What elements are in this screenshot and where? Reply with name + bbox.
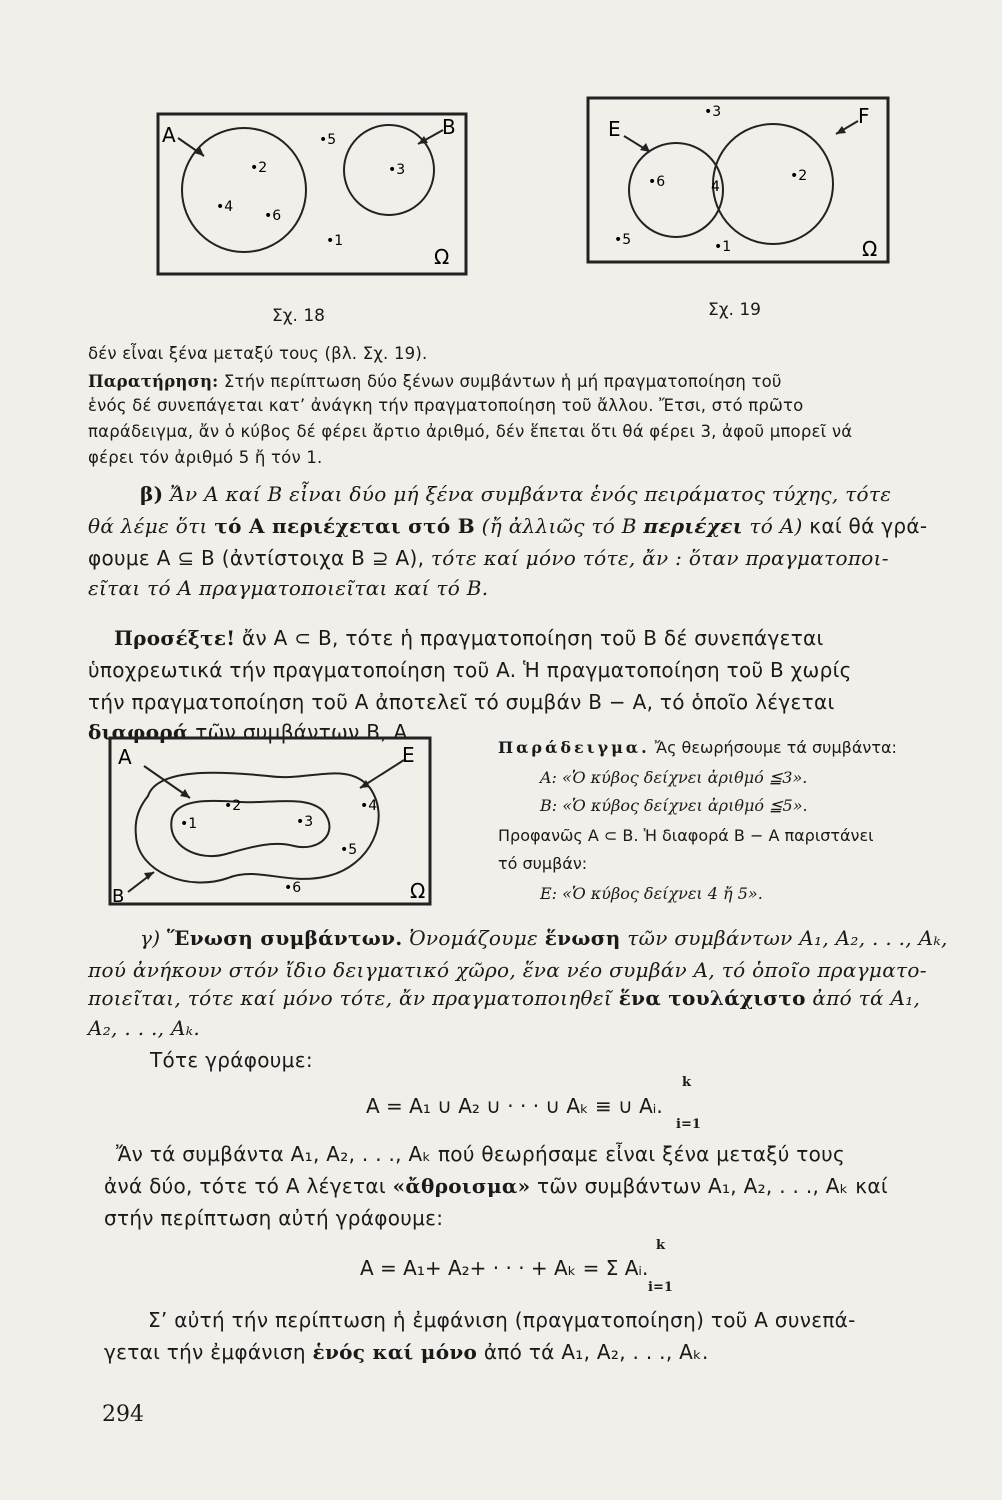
fig18-point: •4 bbox=[216, 199, 234, 215]
text-line bbox=[88, 986, 920, 1010]
fig18-point: •6 bbox=[264, 208, 282, 224]
example-line: τό συμβάν: bbox=[498, 854, 588, 873]
fig18-point: •1 bbox=[326, 233, 344, 249]
fig19-point: •3 bbox=[704, 104, 722, 120]
section-marker: β) bbox=[140, 482, 164, 506]
term-sum: «ἄθροισμα» bbox=[392, 1174, 531, 1198]
fig18-point: •2 bbox=[250, 160, 268, 176]
fig19-label-e: E bbox=[608, 117, 621, 141]
section-marker: γ) bbox=[140, 926, 168, 950]
fig20-point: •5 bbox=[340, 842, 358, 858]
text-span: (ἤ ἀλλιῶς τό B bbox=[475, 514, 644, 538]
fig20-label-e: E bbox=[402, 743, 415, 767]
text-span: Ἄν A καί B εἶναι δύο μή ξένα συμβάντα ἑνός πειράματος τύχης, τότε bbox=[163, 482, 892, 506]
fig18-label-omega: Ω bbox=[434, 245, 450, 269]
term-contained: τό A περιέχεται στό B bbox=[214, 514, 475, 538]
text-line: A₂, . . ., Aₖ. bbox=[88, 1016, 200, 1040]
fig19-point: 4 bbox=[711, 179, 720, 195]
example-line: A: «Ὁ κύβος δείχνει ἀριθμό ≦3». bbox=[540, 768, 808, 787]
union-upper-limit: k bbox=[682, 1075, 692, 1090]
fig18-point: •5 bbox=[319, 132, 337, 148]
text-line bbox=[140, 926, 948, 950]
example-line bbox=[498, 738, 897, 757]
fig20-point: •4 bbox=[360, 798, 378, 814]
union-formula: A = A₁ ∪ A₂ ∪ · · · ∪ Aₖ ≡ ∪ Aᵢ. bbox=[366, 1094, 663, 1118]
fig18-point: •3 bbox=[388, 162, 406, 178]
figure-subset-diagram bbox=[108, 736, 432, 906]
text-line: φέρει τόν ἀριθμό 5 ἤ τόν 1. bbox=[88, 448, 323, 467]
text-span: τό A) bbox=[742, 514, 803, 538]
text-line: παράδειγμα, ἄν ὁ κύβος δέ φέρει ἄρτιο ἀριθμό, δέν ἕπεται ὅτι θά φέρει 3, ἀφοῦ μπορεῖ νά bbox=[88, 422, 853, 441]
text-line: ὑποχρεωτικά τήν πραγματοποίηση τοῦ A. Ἡ πραγματοποίηση τοῦ B χωρίς bbox=[88, 658, 852, 682]
text-span: ἀνά δύο, τότε τό A λέγεται bbox=[104, 1174, 393, 1198]
text-span: Ὀνομάζουμε bbox=[402, 926, 545, 950]
fig20-label-b: B bbox=[112, 886, 125, 906]
union-lower-limit: i=1 bbox=[676, 1117, 701, 1132]
fig20-point: •2 bbox=[224, 798, 242, 814]
figure-18-venn-diagram bbox=[156, 112, 468, 276]
fig19-label-omega: Ω bbox=[862, 237, 878, 261]
remark-heading: Παρατήρηση: bbox=[88, 372, 219, 391]
fig20-point: •3 bbox=[296, 814, 314, 830]
sum-formula: A = A₁+ A₂+ · · · + Aₖ = Σ Aᵢ. bbox=[360, 1256, 649, 1280]
text-line bbox=[104, 1174, 888, 1198]
fig18-label-a: A bbox=[162, 123, 176, 147]
fig19-point: •2 bbox=[790, 168, 808, 184]
text-span: τῶν συμβάντων B, A. bbox=[188, 720, 414, 744]
attention-heading: Προσέξτε! bbox=[114, 626, 236, 650]
term-contains: περιέχει bbox=[643, 514, 743, 538]
fig18-label-b: B bbox=[442, 115, 456, 139]
sum-upper-limit: k bbox=[656, 1238, 666, 1253]
example-line: B: «Ὁ κύβος δείχνει ἀριθμό ≦5». bbox=[540, 796, 808, 815]
text-line bbox=[88, 514, 927, 538]
text-line bbox=[140, 482, 891, 506]
fig19-label-f: F bbox=[858, 104, 870, 128]
text-span: ἀπό τά A₁, bbox=[805, 986, 921, 1010]
text-line: Ἄν τά συμβάντα A₁, A₂, . . ., Aₖ πού θεωρήσαμε εἶναι ξένα μεταξύ τους bbox=[116, 1142, 846, 1166]
example-heading: Παράδειγμα. bbox=[498, 738, 650, 757]
text-line: εῖται τό A πραγματοποιεῖται καί τό B. bbox=[88, 576, 489, 600]
text-line: στήν περίπτωση αὐτή γράφουμε: bbox=[104, 1206, 444, 1230]
text-span: ποιεῖται, τότε καί μόνο τότε, ἄν πραγματοποιηθεῖ bbox=[88, 986, 619, 1010]
term-union: ἕνωση bbox=[544, 926, 621, 950]
text-line bbox=[88, 372, 782, 391]
term-at-least-one: ἕνα τουλάχιστο bbox=[618, 986, 806, 1010]
text-line bbox=[88, 546, 889, 570]
text-line: τήν πραγματοποίηση τοῦ A ἀποτελεῖ τό συμβάν B − A, τό ὁποῖο λέγεται bbox=[88, 690, 835, 714]
text-span: θά λέμε ὅτι bbox=[88, 514, 215, 538]
text-line: Σ’ αὐτή τήν περίπτωση ἡ ἐμφάνιση (πραγματοποίηση) τοῦ A συνεπά- bbox=[148, 1308, 856, 1332]
example-line: Προφανῶς A ⊂ B. Ἡ διαφορά B − A παριστάνει bbox=[498, 826, 874, 845]
text-span: ἄν A ⊂ B, τότε ἡ πραγματοποίηση τοῦ B δέ συνεπάγεται bbox=[235, 626, 824, 650]
union-heading: Ἕνωση συμβάντων. bbox=[167, 926, 403, 950]
figure-19-caption: Σχ. 19 bbox=[708, 300, 762, 320]
fig19-point: •1 bbox=[714, 239, 732, 255]
text-span: Στήν περίπτωση δύο ξένων συμβάντων ἡ μή πραγματοποίηση τοῦ bbox=[218, 372, 782, 391]
sum-lower-limit: i=1 bbox=[648, 1280, 673, 1295]
text-line: ἑνός δέ συνεπάγεται κατ’ ἀνάγκη τήν πραγματοποίηση τοῦ ἄλλου. Ἔτσι, στό πρῶτο bbox=[88, 396, 804, 415]
text-line bbox=[104, 1340, 709, 1364]
figure-18-caption: Σχ. 18 bbox=[272, 306, 326, 326]
text-span: τότε καί μόνο τότε, ἄν : ὅταν πραγματοποι- bbox=[430, 546, 889, 570]
text-span: φουμε A ⊆ B (ἀντίστοιχα B ⊇ A), bbox=[88, 546, 431, 570]
fig20-label-a: A bbox=[118, 745, 132, 769]
text-span: καί θά γρά- bbox=[802, 514, 928, 538]
text-span: Ἄς θεωρήσουμε τά συμβάντα: bbox=[649, 738, 897, 757]
term-difference: διαφορά bbox=[88, 720, 189, 744]
fig20-label-omega: Ω bbox=[410, 879, 426, 903]
page-number: 294 bbox=[102, 1402, 144, 1427]
fig20-point: •1 bbox=[180, 816, 198, 832]
figure-19-venn-diagram bbox=[586, 96, 890, 264]
text-line: δέν εἶναι ξένα μεταξύ τους (βλ. Σχ. 19). bbox=[88, 344, 428, 363]
text-span: γεται τήν ἐμφάνιση bbox=[104, 1340, 313, 1364]
text-line: πού ἀνήκουν στόν ἴδιο δειγματικό χῶρο, ἕνα νέο συμβάν A, τό ὁποῖο πραγματο- bbox=[88, 958, 927, 982]
fig20-point: •6 bbox=[284, 880, 302, 896]
text-line: Τότε γράφουμε: bbox=[150, 1048, 313, 1072]
fig19-point: •5 bbox=[614, 232, 632, 248]
text-span: τῶν συμβάντων A₁, A₂, . . ., Aₖ καί bbox=[530, 1174, 888, 1198]
term-one-and-only: ἑνός καί μόνο bbox=[312, 1340, 478, 1364]
text-span: ἀπό τά A₁, A₂, . . ., Aₖ. bbox=[477, 1340, 709, 1364]
fig19-point: •6 bbox=[648, 174, 666, 190]
text-span: τῶν συμβάντων A₁, A₂, . . ., Aₖ, bbox=[620, 926, 948, 950]
text-line bbox=[114, 626, 824, 650]
example-line: E: «Ὁ κύβος δείχνει 4 ἤ 5». bbox=[540, 884, 763, 903]
